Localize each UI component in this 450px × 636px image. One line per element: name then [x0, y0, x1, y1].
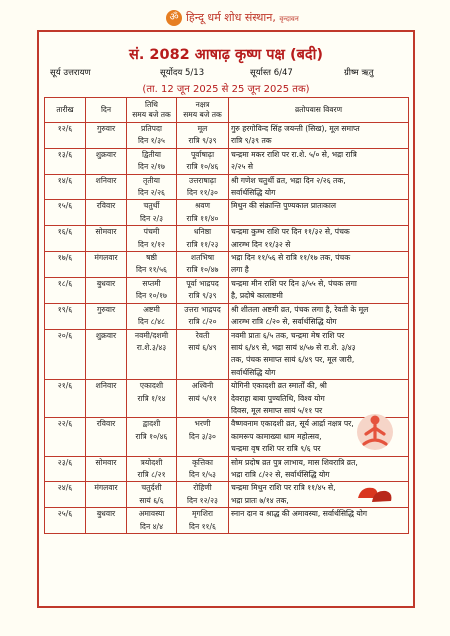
page-title: सं. 2082 आषाढ़ कृष्ण पक्ष (बदी)	[129, 47, 323, 63]
date-cell	[45, 187, 86, 200]
table-row	[45, 135, 409, 148]
date-cell: १४/६	[45, 174, 86, 187]
org-name-text: हिन्दू धर्म शोध संस्थान,	[186, 11, 276, 24]
table-row	[45, 431, 409, 443]
col-vrat-header: व्रतोपवास विवरण	[229, 98, 409, 123]
day-cell: बुधवार	[86, 508, 127, 521]
vrat-cell: भद्रा प्रातः ७/१४ तक,	[229, 495, 409, 508]
day-cell	[86, 431, 127, 443]
nakshatra-cell: दिन ११/६	[177, 521, 229, 534]
table-row	[45, 482, 409, 495]
vrat-cell: दिवस, मूल समाप्त सायं ५/११ पर	[229, 405, 409, 418]
table-row	[45, 329, 409, 342]
date-cell	[45, 393, 86, 405]
vrat-cell	[229, 521, 409, 534]
day-cell	[86, 354, 127, 366]
day-cell	[86, 264, 127, 277]
tithi-cell	[127, 354, 177, 366]
vrat-cell: कामरूप कामाख्या धाम महोत्सव,	[229, 431, 409, 443]
date-cell	[45, 405, 86, 418]
vrat-cell: तक, पंचक समाप्त सायं ६/४९ पर, मूल जारी,	[229, 354, 409, 366]
day-cell: सोमवार	[86, 226, 127, 239]
date-cell: १३/६	[45, 148, 86, 161]
day-cell	[86, 213, 127, 226]
day-cell	[86, 405, 127, 418]
vrat-cell: लगा है	[229, 264, 409, 277]
tithi-cell: सप्तमी	[127, 277, 177, 290]
tithi-cell: दिन १०/१७	[127, 290, 177, 303]
tithi-cell: एकादशी	[127, 380, 177, 393]
tithi-cell: पंचमी	[127, 226, 177, 239]
table-header-row	[45, 98, 409, 123]
date-cell	[45, 239, 86, 252]
date-cell	[45, 290, 86, 303]
day-cell	[86, 469, 127, 482]
nakshatra-cell: रोहिणी	[177, 482, 229, 495]
vrat-cell: नवमी प्रातः ६/५ तक, चन्द्रमा मेष राशि पर	[229, 329, 409, 342]
nakshatra-cell: रात्रि ९/३९	[177, 290, 229, 303]
nakshatra-cell: रात्रि १०/४७	[177, 264, 229, 277]
date-cell: १५/६	[45, 200, 86, 213]
table-row	[45, 495, 409, 508]
tithi-cell: दिन २/१७	[127, 161, 177, 174]
tithi-cell: दिन ११/५६	[127, 264, 177, 277]
day-cell: शुक्रवार	[86, 329, 127, 342]
vrat-cell: आरम्भ दिन ११/३२ से	[229, 239, 409, 252]
date-cell	[45, 213, 86, 226]
table-row	[45, 174, 409, 187]
vrat-cell: २/२५ से	[229, 161, 409, 174]
nakshatra-cell: शतभिषा	[177, 252, 229, 265]
vrat-cell: श्री शीतला अष्टमी व्रत, पंचक लगा है, रेवती के मूल	[229, 303, 409, 316]
tithi-cell: रात्रि ८/२१	[127, 469, 177, 482]
tithi-cell: दिन ८/४८	[127, 316, 177, 329]
tithi-cell: द्वितीया	[127, 148, 177, 161]
day-cell: शनिवार	[86, 380, 127, 393]
col-tithi-header: तिथि समय बजे तक	[127, 98, 177, 123]
table-body	[45, 123, 409, 534]
date-cell: १७/६	[45, 252, 86, 265]
day-cell: गुरुवार	[86, 303, 127, 316]
vrat-cell: चन्द्रमा मीन राशि पर दिन ३/५५ से, पंचक लगा	[229, 277, 409, 290]
date-cell: १६/६	[45, 226, 86, 239]
date-cell: २५/६	[45, 508, 86, 521]
nakshatra-cell: पूर्वाषाढ़ा	[177, 148, 229, 161]
table-row	[45, 213, 409, 226]
day-cell	[86, 342, 127, 354]
table-row	[45, 508, 409, 521]
tithi-cell: दिन १/१२	[127, 239, 177, 252]
tithi-cell: षष्ठी	[127, 252, 177, 265]
vrat-cell: योगिनी एकादशी व्रत स्मार्तों की, श्री	[229, 380, 409, 393]
tithi-cell: रा.शे.३/४३	[127, 342, 177, 354]
nakshatra-cell	[177, 354, 229, 366]
tithi-cell: चतुर्दशी	[127, 482, 177, 495]
nakshatra-cell: रात्रि ११/४०	[177, 213, 229, 226]
table-row	[45, 277, 409, 290]
table-row	[45, 354, 409, 366]
table-row	[45, 367, 409, 380]
date-range: (ता. 12 जून 2025 से 25 जून 2025 तक)	[142, 84, 310, 95]
nakshatra-cell: रात्रि ११/२३	[177, 239, 229, 252]
date-cell: २४/६	[45, 482, 86, 495]
date-cell: १८/६	[45, 277, 86, 290]
day-cell	[86, 187, 127, 200]
date-cell: २१/६	[45, 380, 86, 393]
nakshatra-cell: पूर्वा भाद्रपद	[177, 277, 229, 290]
date-cell	[45, 316, 86, 329]
table-row	[45, 239, 409, 252]
date-cell	[45, 495, 86, 508]
day-cell	[86, 316, 127, 329]
vrat-cell	[229, 213, 409, 226]
tithi-cell	[127, 405, 177, 418]
vrat-cell: स्नान दान व श्राद्ध की अमावस्या, सर्वार्थसिद्धि योग	[229, 508, 409, 521]
date-cell: १२/६	[45, 123, 86, 136]
day-cell	[86, 239, 127, 252]
day-cell	[86, 393, 127, 405]
vrat-cell: आरम्भ रात्रि ८/२० से, सर्वार्थसिद्धि योग	[229, 316, 409, 329]
col-nakshatra-header: नक्षत्र समय बजे तक	[177, 98, 229, 123]
table-row	[45, 200, 409, 213]
day-cell: गुरुवार	[86, 123, 127, 136]
table-row	[45, 405, 409, 418]
ayan-label: सूर्य उत्तरायण	[50, 68, 91, 78]
nakshatra-cell: श्रवण	[177, 200, 229, 213]
table-row	[45, 290, 409, 303]
tithi-cell: अमावस्या	[127, 508, 177, 521]
date-cell	[45, 443, 86, 456]
date-cell	[45, 161, 86, 174]
table-row	[45, 161, 409, 174]
table-row	[45, 264, 409, 277]
vrat-cell: रात्रि ९/३९ तक	[229, 135, 409, 148]
tithi-cell: नवमी/दशमी	[127, 329, 177, 342]
tithi-cell: प्रतिपदा	[127, 123, 177, 136]
nakshatra-cell: धनिष्ठा	[177, 226, 229, 239]
nakshatra-cell: रात्रि ८/२०	[177, 316, 229, 329]
table-row	[45, 187, 409, 200]
table-row	[45, 521, 409, 534]
vrat-cell: चन्द्रमा वृष राशि पर रात्रि ९/६ पर	[229, 443, 409, 456]
nakshatra-cell: दिन १२/२३	[177, 495, 229, 508]
nakshatra-cell: अश्विनी	[177, 380, 229, 393]
vrat-cell: भद्रा रात्रि ८/२२ से, सर्वार्थसिद्धि योग	[229, 469, 409, 482]
nakshatra-cell	[177, 405, 229, 418]
table-row	[45, 443, 409, 456]
tithi-cell: त्रयोदशी	[127, 456, 177, 469]
tithi-cell: दिन १/३५	[127, 135, 177, 148]
org-place: वृन्दावन	[279, 15, 299, 23]
col-day-header: दिन	[86, 98, 127, 123]
table-row	[45, 418, 409, 431]
tithi-cell: अष्टमी	[127, 303, 177, 316]
day-cell: शुक्रवार	[86, 148, 127, 161]
day-cell	[86, 161, 127, 174]
nakshatra-cell	[177, 367, 229, 380]
day-cell	[86, 443, 127, 456]
day-cell: मंगलवार	[86, 482, 127, 495]
date-cell: २३/६	[45, 456, 86, 469]
tithi-cell: रात्रि १०/४६	[127, 431, 177, 443]
vrat-cell: सायं ६/४९ से, भद्रा सायं ४/५७ से रा.शे. ३/४३	[229, 342, 409, 354]
org-name	[186, 10, 299, 25]
date-cell: १९/६	[45, 303, 86, 316]
nakshatra-cell: उत्तरा भाद्रपद	[177, 303, 229, 316]
nakshatra-cell: दिन ११/३०	[177, 187, 229, 200]
tithi-cell: दिन २/३	[127, 213, 177, 226]
tithi-cell	[127, 367, 177, 380]
vrat-cell: मिथुन की संक्रान्ति पुण्यकाल प्रातःकाल	[229, 200, 409, 213]
nakshatra-cell: कृत्तिका	[177, 456, 229, 469]
om-logo-icon: ॐ	[166, 10, 182, 26]
tithi-cell: दिन २/२६	[127, 187, 177, 200]
vrat-cell: गुरु हरगोविन्द सिंह जयन्ती (सिख), मूल समाप्त	[229, 123, 409, 136]
date-cell	[45, 354, 86, 366]
day-cell: सोमवार	[86, 456, 127, 469]
vrat-cell: श्री गणेश चतुर्थी व्रत, भद्रा दिन २/२६ तक,	[229, 174, 409, 187]
table-row	[45, 393, 409, 405]
table-row	[45, 342, 409, 354]
sandals-icon	[355, 478, 395, 504]
date-cell	[45, 521, 86, 534]
table-row	[45, 148, 409, 161]
nakshatra-cell: रात्रि ९/३९	[177, 135, 229, 148]
table-row	[45, 456, 409, 469]
date-cell	[45, 367, 86, 380]
day-cell	[86, 367, 127, 380]
yoga-figure-icon	[356, 410, 394, 456]
table-row	[45, 123, 409, 136]
tithi-cell: दिन ४/४	[127, 521, 177, 534]
sunset-label: सूर्यास्त 6/47	[250, 68, 293, 78]
vrat-cell: सर्वार्थसिद्धि योग	[229, 187, 409, 200]
col-date-header: तारीख	[45, 98, 86, 123]
tithi-cell: रात्रि १/१४	[127, 393, 177, 405]
header	[0, 0, 450, 32]
vrat-cell: भद्रा दिन ११/५६ से रात्रि ११/१७ तक, पंचक	[229, 252, 409, 265]
nakshatra-cell: रात्रि १०/४६	[177, 161, 229, 174]
vrat-cell: है, प्रदोषे कालाष्टमी	[229, 290, 409, 303]
vrat-cell: वैष्णवनाम एकादशी व्रत, सूर्य आर्द्रा नक्षत्र पर,	[229, 418, 409, 431]
day-cell: शनिवार	[86, 174, 127, 187]
table-row	[45, 303, 409, 316]
nakshatra-cell: दिन ३/३०	[177, 431, 229, 443]
vrat-cell: सर्वार्थसिद्धि योग	[229, 367, 409, 380]
vrat-cell: चन्द्रमा कुम्भ राशि पर दिन ११/३२ से, पंचक	[229, 226, 409, 239]
nakshatra-cell: भरणी	[177, 418, 229, 431]
table-row	[45, 252, 409, 265]
day-cell: रविवार	[86, 418, 127, 431]
nakshatra-cell: उत्तराषाढ़ा	[177, 174, 229, 187]
table-row	[45, 226, 409, 239]
day-cell: मंगलवार	[86, 252, 127, 265]
tithi-cell: चतुर्थी	[127, 200, 177, 213]
vrat-cell: चन्द्रमा मकर राशि पर रा.शे. ५/० से, भद्रा रात्रि	[229, 148, 409, 161]
tithi-cell: तृतीया	[127, 174, 177, 187]
tithi-cell: सायं ६/६	[127, 495, 177, 508]
date-cell	[45, 469, 86, 482]
day-cell	[86, 521, 127, 534]
nakshatra-cell: दिन १/५३	[177, 469, 229, 482]
nakshatra-cell: मृगशिरा	[177, 508, 229, 521]
date-cell	[45, 264, 86, 277]
nakshatra-cell: सायं ६/४९	[177, 342, 229, 354]
tithi-cell: द्वादशी	[127, 418, 177, 431]
vrat-cell: देवराहा बाबा पुण्यतिथि, विश्व योग	[229, 393, 409, 405]
table-row	[45, 469, 409, 482]
panchang-table	[44, 97, 409, 534]
date-cell	[45, 342, 86, 354]
day-cell	[86, 290, 127, 303]
date-cell	[45, 135, 86, 148]
table-row	[45, 316, 409, 329]
vrat-cell: चन्द्रमा मिथुन राशि पर रात्रि ११/४५ से,	[229, 482, 409, 495]
sunrise-label: सूर्योदय 5/13	[160, 68, 205, 78]
day-cell: रविवार	[86, 200, 127, 213]
date-cell	[45, 431, 86, 443]
day-cell	[86, 495, 127, 508]
table-row	[45, 380, 409, 393]
nakshatra-cell	[177, 443, 229, 456]
nakshatra-cell: रेवती	[177, 329, 229, 342]
date-cell: २२/६	[45, 418, 86, 431]
vrat-cell: सोम प्रदोष व्रत पुत्र लाभाय, मास शिवरात्रि व्रत,	[229, 456, 409, 469]
nakshatra-cell: मूल	[177, 123, 229, 136]
ritu-label: ग्रीष्म ऋतु	[344, 68, 374, 78]
day-cell	[86, 135, 127, 148]
nakshatra-cell: सायं ५/११	[177, 393, 229, 405]
date-cell: २०/६	[45, 329, 86, 342]
day-cell: बुधवार	[86, 277, 127, 290]
tithi-cell	[127, 443, 177, 456]
